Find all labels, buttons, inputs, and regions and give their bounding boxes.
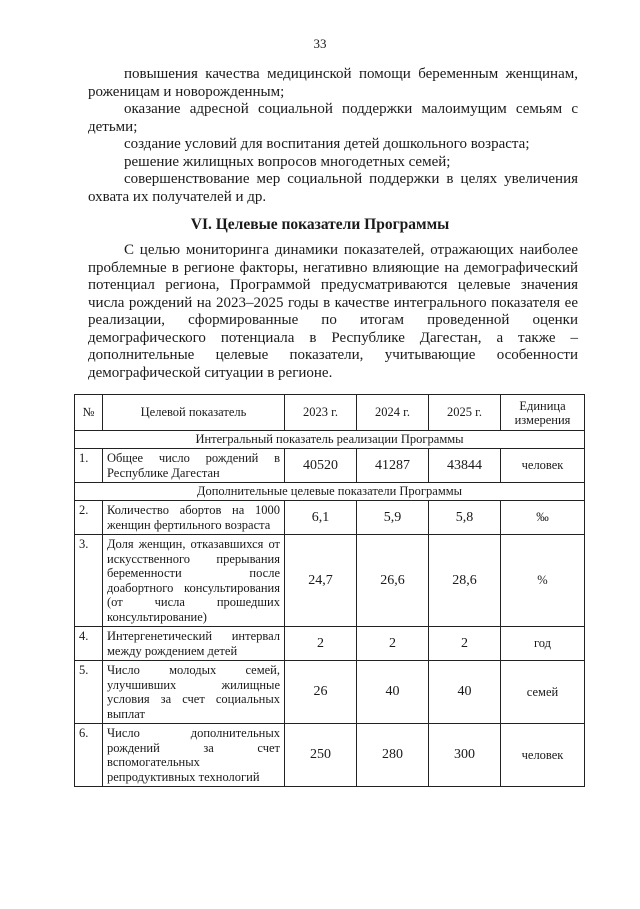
table-row [75,627,585,661]
table-header-row [75,395,585,431]
body-paragraph: С целью мониторинга динамики показателей, отражающих наиболее проблемные в регионе факторы, негативно влияющие на демографический потенциал региона, Программой предусматриваются целевые значения числа рождений на 2023–2025 годы в качестве интегрального показателя ее реализации, сформированные по итогам проведенной оценки демографического потенциала в Республике Дагестан, а также – дополнительные целевые показатели, учитывающие особенности демографической ситуации в регионе. [88,242,578,381]
section-row [75,483,585,501]
col-header-unit: Единица измерения [501,395,585,431]
col-header-indicator: Целевой показатель [103,395,285,431]
row-value-2025: 300 [429,724,501,787]
row-value-2024: 41287 [357,449,429,483]
row-unit: ‰ [501,501,585,535]
intro-item: оказание адресной социальной поддержки малоимущим семьям с детьми; [88,101,578,135]
row-number: 2. [75,501,103,535]
page-number: 33 [313,36,327,51]
row-value-2024: 26,6 [357,535,429,627]
row-value-2025: 2 [429,627,501,661]
section-row [75,431,585,449]
row-indicator: Число дополнительных рождений за счет вспомогательных репродуктивных технологий [103,724,285,787]
row-value-2023: 2 [285,627,357,661]
row-unit: человек [501,449,585,483]
row-indicator: Доля женщин, отказавшихся от искусственного прерывания беременности после доабортного консультирования (от числа прошедших консультирование) [103,535,285,627]
row-value-2024: 280 [357,724,429,787]
row-value-2025: 28,6 [429,535,501,627]
row-indicator: Общее число рождений в Республике Дагестан [103,449,285,483]
table-row [75,661,585,724]
col-header-2024: 2024 г. [357,395,429,431]
row-value-2023: 24,7 [285,535,357,627]
row-number: 4. [75,627,103,661]
col-header-number: № [75,395,103,431]
section-title: VI. Целевые показатели Программы [190,216,450,233]
row-value-2024: 40 [357,661,429,724]
row-value-2023: 6,1 [285,501,357,535]
row-indicator: Количество абортов на 1000 женщин фертильного возраста [103,501,285,535]
row-number: 5. [75,661,103,724]
row-indicator: Число молодых семей, улучшивших жилищные условия за счет социальных выплат [103,661,285,724]
section-additional: Дополнительные целевые показатели Программы [75,483,585,501]
section-integral: Интегральный показатель реализации Программы [75,431,585,449]
row-value-2023: 250 [285,724,357,787]
row-unit: семей [501,661,585,724]
row-value-2023: 40520 [285,449,357,483]
indicators-table [74,394,585,787]
row-indicator: Интергенетический интервал между рождением детей [103,627,285,661]
row-value-2025: 43844 [429,449,501,483]
row-value-2025: 40 [429,661,501,724]
row-value-2023: 26 [285,661,357,724]
col-header-2025: 2025 г. [429,395,501,431]
row-unit: человек [501,724,585,787]
row-value-2025: 5,8 [429,501,501,535]
row-value-2024: 2 [357,627,429,661]
row-unit: год [501,627,585,661]
table-row [75,724,585,787]
intro-item: совершенствование мер социальной поддержки в целях увеличения охвата их получателей и др. [88,171,578,205]
row-number: 3. [75,535,103,627]
table-row [75,535,585,627]
intro-item: создание условий для воспитания детей дошкольного возраста; [124,136,530,152]
table-row [75,449,585,483]
col-header-2023: 2023 г. [285,395,357,431]
intro-list [88,66,578,206]
intro-item: решение жилищных вопросов многодетных семей; [124,153,451,170]
intro-item: повышения качества медицинской помощи беременным женщинам, роженицам и новорожденным; [88,66,578,100]
row-number: 1. [75,449,103,483]
row-unit: % [501,535,585,627]
table-row [75,501,585,535]
row-number: 6. [75,724,103,787]
row-value-2024: 5,9 [357,501,429,535]
